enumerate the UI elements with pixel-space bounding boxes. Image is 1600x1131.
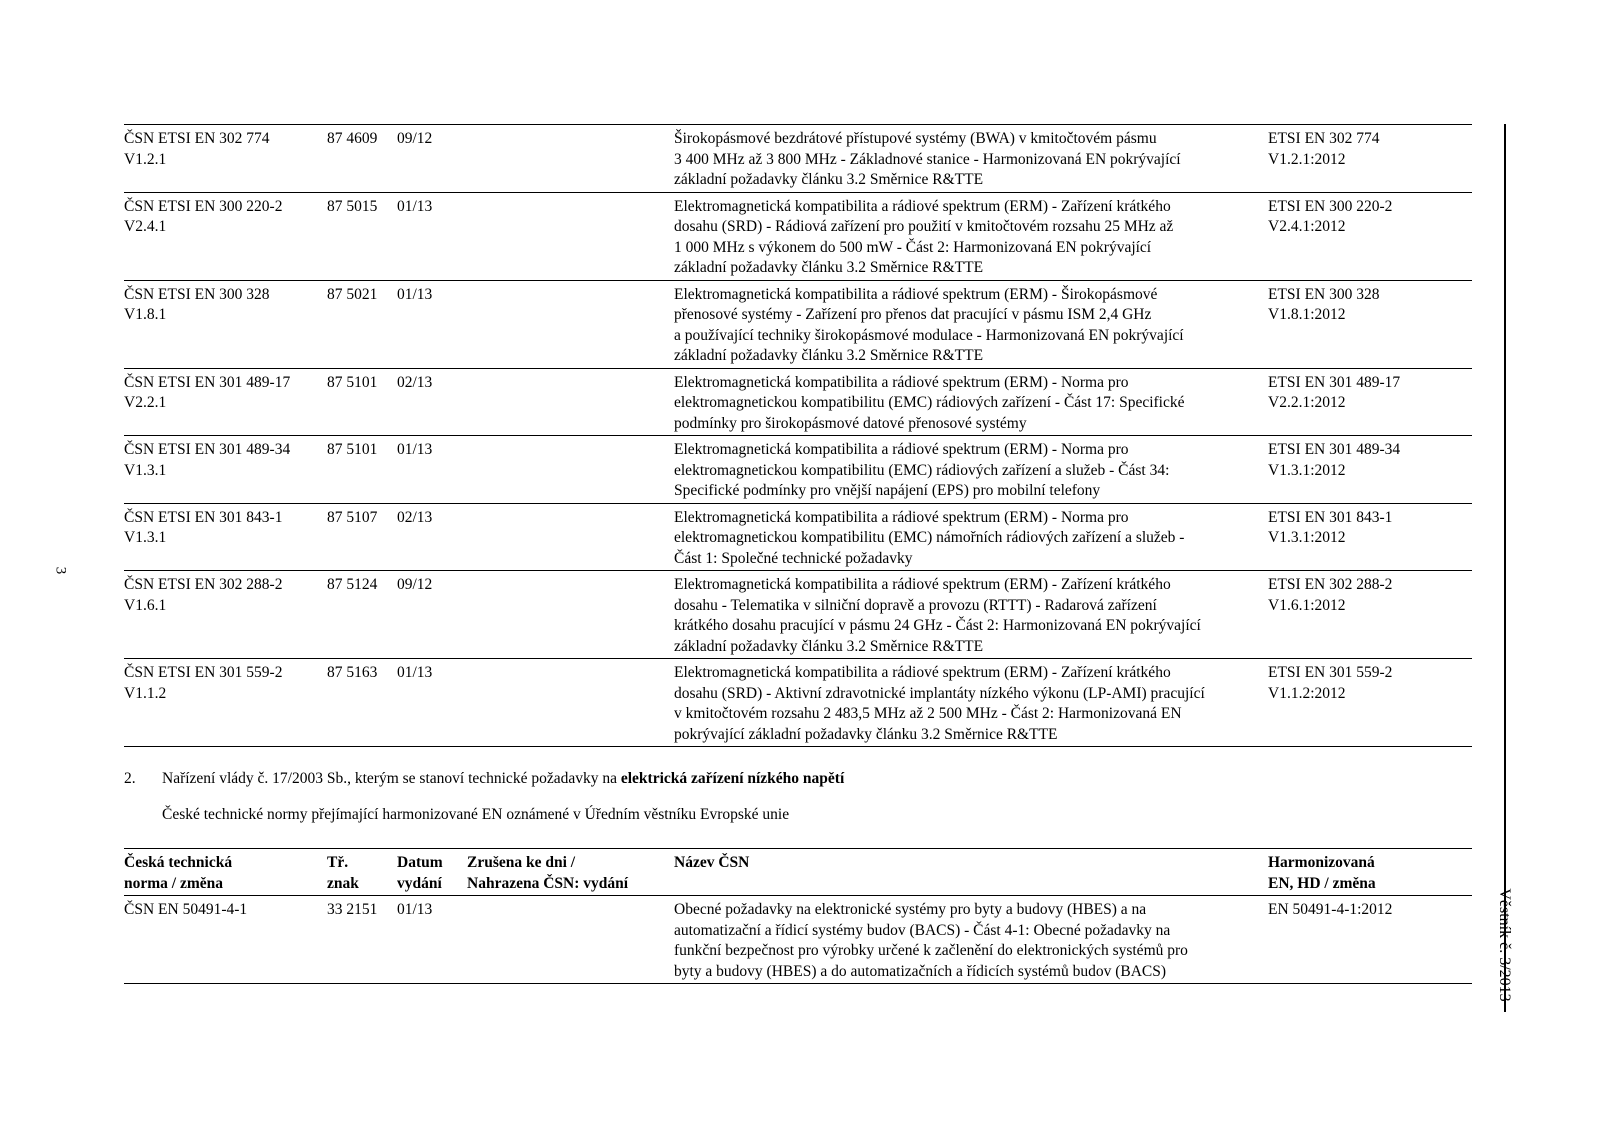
name-cell: Elektromagnetická kompatibilita a rádiové spektrum (ERM) - Zařízení krátkého dosahu (SRD) - Rádiová zařízení pro použití v kmitočtovém rozsahu 25 MHz až 1 000 MHz s výkonem do 500 mW - Část 2: Harmonizovaná EN pokrývající základní požadavky článku 3.2 Směrnice R&TTE: [674, 197, 1174, 276]
name-cell: Elektromagnetická kompatibilita a rádiové spektrum (ERM) - Norma pro elektromagnetickou kompatibilitu (EMC) rádiových zařízení - Část 17: Specifické podmínky pro širokopásmové datové přenosové systémy: [674, 373, 1185, 432]
date-cell: 09/12: [397, 576, 433, 593]
code-cell: 87 5015: [327, 197, 378, 215]
date-cell: 02/13: [397, 373, 433, 391]
header-harmonized: Harmonizovaná EN, HD / změna: [1268, 854, 1376, 892]
cancelled-cell: [467, 285, 674, 367]
header-cancelled: Zrušena ke dni / Nahrazena ČSN: vydání: [467, 854, 629, 892]
code-cell: 87 5124: [327, 576, 378, 593]
harmonized-cell: ETSI EN 301 843-1 V1.3.1:2012: [1268, 508, 1393, 546]
section-subtitle: České technické normy přejímající harmonizované EN oznámené v Úředním věstníku Evropské unie: [162, 806, 790, 823]
norm-cell: ČSN ETSI EN 300 328 V1.8.1: [124, 285, 270, 323]
code-cell: 87 5107: [327, 508, 378, 526]
table-row: [124, 368, 1472, 436]
code-cell: 87 5101: [327, 441, 378, 458]
page-number: 3: [52, 566, 69, 575]
code-cell: 87 4609: [327, 130, 378, 147]
norm-cell: ČSN ETSI EN 301 489-17 V2.2.1: [124, 373, 291, 411]
section-text-bold: elektrická zařízení nízkého napětí: [620, 770, 845, 787]
header-date: Datum vydání: [397, 854, 443, 892]
harmonized-cell: ETSI EN 301 489-34 V1.3.1:2012: [1268, 441, 1401, 479]
code-cell: 87 5101: [327, 373, 378, 391]
table-row: [124, 503, 1472, 571]
cancelled-cell: [467, 508, 674, 570]
name-cell: Širokopásmové bezdrátové přístupové systémy (BWA) v kmitočtovém pásmu 3 400 MHz až 3 800 MHz - Základnové stanice - Harmonizovaná EN pokrývající základní požadavky článku 3.2 Směrnice R&TTE: [674, 130, 1181, 188]
cancelled-cell: [467, 197, 674, 279]
harmonized-cell: ETSI EN 301 489-17 V2.2.1:2012: [1268, 373, 1401, 411]
table-row: [124, 570, 1472, 658]
standards-table-2: [124, 848, 1472, 984]
cancelled-cell: [467, 373, 674, 435]
harmonized-cell: ETSI EN 300 220-2 V2.4.1:2012: [1268, 197, 1393, 235]
table-row: [124, 192, 1472, 280]
header-norm: Česká technická norma / změna: [124, 854, 233, 892]
harmonized-cell: ETSI EN 300 328 V1.8.1:2012: [1268, 285, 1380, 323]
name-cell: Elektromagnetická kompatibilita a rádiové spektrum (ERM) - Zařízení krátkého dosahu - Telematika v silniční dopravě a provozu (RTTT) - Radarová zařízení krátkého dosahu pracující v pásmu 24 GHz - Část 2: Harmonizovaná EN pokrývající základní požadavky článku 3.2 Směrnice R&TTE: [674, 576, 1201, 655]
cancelled-cell: [467, 129, 674, 191]
journal-title: Věstník č. 3/2013: [1496, 888, 1513, 1002]
norm-cell: ČSN ETSI EN 302 288-2 V1.6.1: [124, 576, 283, 614]
table-row: [124, 280, 1472, 368]
section-heading: [124, 769, 844, 789]
code-cell: 87 5021: [327, 285, 378, 303]
date-cell: 01/13: [397, 197, 433, 215]
harmonized-cell: ETSI EN 302 288-2 V1.6.1:2012: [1268, 576, 1393, 614]
norm-cell: ČSN ETSI EN 302 774 V1.2.1: [124, 130, 270, 168]
section-text: Nařízení vlády č. 17/2003 Sb., kterým se stanoví technické požadavky na: [162, 770, 621, 787]
name-cell: Elektromagnetická kompatibilita a rádiové spektrum (ERM) - Širokopásmové přenosové systémy - Zařízení pro přenos dat pracující v pásmu ISM 2,4 GHz a používající techniky širokopásmové modulace - Harmonizovaná EN pokrývající základní požadavky článku 3.2 Směrnice R&TTE: [674, 285, 1184, 364]
date-cell: 02/13: [397, 508, 433, 526]
date-cell: 01/13: [397, 285, 433, 303]
date-cell: 01/13: [397, 441, 433, 458]
norm-cell: ČSN EN 50491-4-1: [124, 901, 248, 918]
name-cell: Elektromagnetická kompatibilita a rádiové spektrum (ERM) - Zařízení krátkého dosahu (SRD) - Aktivní zdravotnické implantáty nízkého výkonu (LP-AMI) pracující v kmitočtovém rozsahu 2 483,5 MHz až 2 500 MHz - Část 2: Harmonizovaná EN pokrývající základní požadavky článku 3.2 Směrnice R&TTE: [674, 664, 1205, 743]
name-cell: Elektromagnetická kompatibilita a rádiové spektrum (ERM) - Norma pro elektromagnetickou kompatibilitu (EMC) námořních rádiových zařízení a služeb - Část 1: Společné technické požadavky: [674, 508, 1185, 567]
header-code: Tř. znak: [327, 854, 359, 892]
cancelled-cell: [467, 900, 674, 982]
cancelled-cell: [467, 663, 674, 745]
date-cell: 01/13: [397, 901, 433, 918]
code-cell: 87 5163: [327, 664, 378, 681]
table-row: [124, 896, 1472, 983]
norm-cell: ČSN ETSI EN 301 843-1 V1.3.1: [124, 508, 283, 546]
header-name: Název ČSN: [674, 854, 750, 871]
cancelled-cell: [467, 575, 674, 657]
table-row: [124, 658, 1472, 746]
table-header-row: [124, 849, 1472, 896]
norm-cell: ČSN ETSI EN 300 220-2 V2.4.1: [124, 197, 283, 235]
section-number: 2.: [124, 770, 136, 787]
norm-cell: ČSN ETSI EN 301 489-34 V1.3.1: [124, 441, 291, 479]
name-cell: Obecné požadavky na elektronické systémy pro byty a budovy (HBES) a na automatizační a řídicí systémy budov (BACS) - Část 4-1: Obecné požadavky na funkční bezpečnost pro výrobky určené k začlenění do elektronických systémů pro byty a budovy (HBES) a do automatizačních a řídicích systémů budov (BACS): [674, 901, 1188, 980]
harmonized-cell: ETSI EN 302 774 V1.2.1:2012: [1268, 130, 1380, 168]
harmonized-cell: ETSI EN 301 559-2 V1.1.2:2012: [1268, 664, 1393, 702]
norm-cell: ČSN ETSI EN 301 559-2 V1.1.2: [124, 664, 283, 702]
date-cell: 09/12: [397, 130, 433, 147]
cancelled-cell: [467, 440, 674, 502]
harmonized-cell: EN 50491-4-1:2012: [1268, 901, 1393, 918]
name-cell: Elektromagnetická kompatibilita a rádiové spektrum (ERM) - Norma pro elektromagnetickou kompatibilitu (EMC) rádiových zařízení a služeb - Část 34: Specifické podmínky pro vnější napájení (EPS) pro mobilní telefony: [674, 441, 1170, 499]
table-row: [124, 435, 1472, 503]
date-cell: 01/13: [397, 664, 433, 681]
code-cell: 33 2151: [327, 901, 378, 918]
table-row: [124, 125, 1472, 192]
standards-table-1: [124, 124, 1472, 747]
